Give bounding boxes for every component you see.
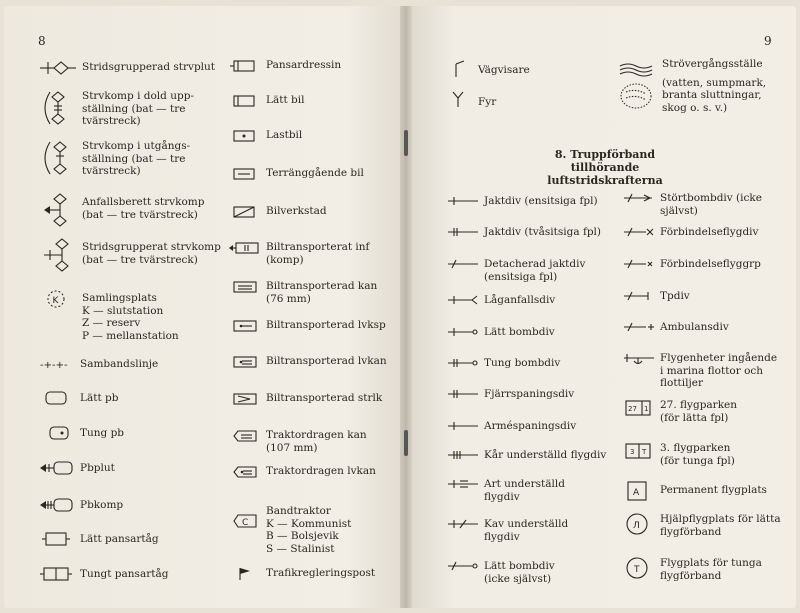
symbol-label: Trafikregleringspost <box>266 567 376 579</box>
symbol-entry <box>446 258 585 283</box>
symbol-entry <box>38 235 221 275</box>
symbol-entry <box>38 58 215 78</box>
stridsgrupperat-strvkomp-symbol <box>38 235 78 275</box>
stortbombdiv-symbol <box>622 192 656 204</box>
jaktdiv-ensitsiga-symbol <box>446 195 480 207</box>
symbol-label: Arméspaningsdiv <box>484 420 577 432</box>
svg-text:K: K <box>52 296 59 306</box>
symbol-label: Strövergångsställe <box>662 58 763 70</box>
binding-staple <box>404 430 408 456</box>
bandtraktor-symbol <box>228 505 262 535</box>
symbol-label: Strvkomp i utgångs- ställning (bat — tre tvärstreck) <box>82 140 191 177</box>
kar-underst-flygdiv-symbol <box>446 449 480 461</box>
symbol-label: (vatten, sumpmark, branta sluttningar, skog o. s. v.) <box>662 76 767 114</box>
symbol-label: Låganfallsdiv <box>484 294 556 306</box>
symbol-entry <box>622 290 690 303</box>
symbol-label: 27. flygparken (för lätta fpl) <box>660 399 738 424</box>
symbol-label: Bilverkstad <box>266 205 327 217</box>
symbol-label: Strvkomp i dold upp- ställning (bat — tre tvärstreck) <box>82 90 194 127</box>
symbol-entry <box>450 60 530 78</box>
biltransporterad-lvkan-symbol <box>228 354 262 370</box>
armespaningsdiv-symbol <box>446 420 480 432</box>
flag-icon <box>228 566 262 582</box>
flygplats-tunga-symbol <box>622 556 656 580</box>
pbplut-symbol <box>38 460 78 476</box>
symbol-label: Tungt pansartåg <box>80 568 169 580</box>
symbol-label: Traktordragen kan (107 mm) <box>266 429 367 454</box>
bilverkstad-symbol <box>228 204 262 220</box>
symbol-label: Kav underställd flygdiv <box>484 518 569 543</box>
symbol-entry <box>622 321 729 334</box>
symbol-entry <box>446 294 555 307</box>
symbol-label: Biltransporterad kan (76 mm) <box>266 280 378 305</box>
forbindelseflygdiv-symbol <box>622 226 656 238</box>
symbol-label: Pansardressin <box>266 59 342 71</box>
svg-text:-+-+-: -+-+- <box>40 360 68 371</box>
symbol-entry <box>446 449 606 462</box>
symbol-label: Anfallsberett strvkomp (bat — tre tvärstreck) <box>82 196 205 221</box>
latt-bombdiv-symbol <box>446 326 480 338</box>
symbol-entry <box>622 442 735 467</box>
symbol-entry <box>446 420 576 433</box>
symbol-entry <box>228 566 375 582</box>
symbol-entry <box>228 318 386 334</box>
pbkomp-symbol <box>38 497 78 513</box>
symbol-entry <box>446 518 568 543</box>
svg-text:27: 27 <box>628 405 637 413</box>
symbol-entry <box>622 556 762 582</box>
section-heading: 8. Truppförband tillhörande luftstridskrafterna <box>547 148 663 187</box>
stridsgrupperad-strvplut-symbol <box>38 58 78 78</box>
detacherad-jaktdiv-symbol <box>446 258 480 270</box>
jaktdiv-tvasitsiga-symbol <box>446 226 480 238</box>
symbol-label: Stridsgrupperad strvplut <box>82 61 216 73</box>
symbol-label: Jaktdiv (tvåsitsiga fpl) <box>484 226 602 238</box>
biltransporterad-strlk-symbol <box>228 391 262 407</box>
symbol-entry <box>446 357 560 370</box>
latt-pb-symbol <box>38 390 78 406</box>
symbol-entry <box>228 391 382 407</box>
biltransporterad-kan-symbol <box>228 279 262 295</box>
symbol-entry <box>228 428 367 454</box>
symbol-entry <box>622 258 761 271</box>
symbol-label: Jaktdiv (ensitsiga fpl) <box>484 195 598 207</box>
symbol-entry <box>446 478 565 503</box>
symbol-label: Stridsgrupperat strvkomp (bat — tre tvärstreck) <box>82 241 221 266</box>
symbol-label: Förbindelseflyggrp <box>660 258 761 270</box>
traktordragen-lvkan-symbol <box>228 464 262 480</box>
symbol-label: Ambulansdiv <box>660 321 729 333</box>
tung-bombdiv-symbol <box>446 357 480 369</box>
symbol-label: Hjälpflygplats för lätta flygförband <box>660 513 781 538</box>
art-underst-flygdiv-symbol <box>446 478 480 490</box>
fjarrspaningsdiv-symbol <box>446 388 480 400</box>
strovergang-text <box>662 58 766 114</box>
vagvisare-symbol <box>450 60 474 78</box>
page-number-right: 9 <box>764 34 772 48</box>
forbindelseflyggrp-symbol <box>622 258 656 270</box>
ambulansdiv-symbol <box>622 321 656 333</box>
symbol-entry <box>446 326 555 339</box>
symbol-entry <box>622 226 758 239</box>
biltransporterat-inf-symbol <box>228 240 262 256</box>
symbol-label: Detacherad jaktdiv (ensitsiga fpl) <box>484 258 586 283</box>
latt-bombdiv-icke-sjalvst-symbol <box>446 560 480 572</box>
symbol-label: Tung pb <box>80 427 125 439</box>
symbol-entry <box>38 88 194 128</box>
tpdiv-symbol <box>622 290 656 302</box>
flygpark-27-symbol <box>622 399 656 417</box>
symbol-entry <box>228 58 341 74</box>
symbol-label: Pbkomp <box>80 499 124 511</box>
book-spine <box>400 6 412 608</box>
symbol-label: Traktordragen lvkan <box>266 465 376 477</box>
tung-pb-symbol <box>38 425 78 441</box>
symbol-label: Lätt bombdiv (icke självst) <box>484 560 555 585</box>
symbol-label: Tpdiv <box>660 290 690 302</box>
symbol-entry <box>38 566 168 582</box>
symbol-label: Lätt bil <box>266 94 305 106</box>
laganfallsdiv-symbol <box>446 294 480 306</box>
symbol-entry <box>446 226 601 239</box>
symbol-entry <box>38 497 123 513</box>
symbol-entry <box>38 138 190 178</box>
symbol-label: Biltransporterat inf (komp) <box>266 241 370 266</box>
symbol-label: Biltransporterad strlk <box>266 392 383 404</box>
symbol-label: Terränggående bil <box>266 167 364 179</box>
symbol-entry <box>38 288 179 342</box>
pansardressin-symbol <box>228 58 262 74</box>
symbol-label: Pbplut <box>80 462 115 474</box>
symbol-label: Kår underställd flygdiv <box>484 449 607 461</box>
symbol-entry <box>446 195 598 208</box>
symbol-label: 3. flygparken (för tunga fpl) <box>660 442 735 467</box>
strvkomp-utgang-symbol <box>38 138 78 178</box>
symbol-label: Lätt pansartåg <box>80 533 159 545</box>
terranggaende-bil-symbol <box>228 166 262 182</box>
svg-text:Л: Л <box>633 521 640 531</box>
symbol-entry <box>38 531 159 547</box>
symbol-entry <box>228 464 376 480</box>
symbol-label: Störtbombdiv (icke självst) <box>660 192 762 217</box>
svg-text:T: T <box>642 448 647 456</box>
traktordragen-kan-symbol <box>228 428 262 444</box>
symbol-entry <box>228 354 387 370</box>
symbol-label: Lastbil <box>266 129 303 141</box>
symbol-entry <box>228 93 304 109</box>
svg-text:1: 1 <box>644 405 649 413</box>
symbol-entry <box>38 460 115 476</box>
symbol-label: Bandtraktor K — Kommunist B — Bolsjevik S — Stalinist <box>266 505 352 555</box>
symbol-entry <box>228 240 369 266</box>
permanent-flygplats-symbol <box>622 480 656 502</box>
symbol-entry <box>228 505 351 555</box>
symbol-label: Vägvisare <box>478 64 530 76</box>
symbol-entry <box>228 128 302 144</box>
symbol-label: Tung bombdiv <box>484 357 561 369</box>
svg-text:T: T <box>634 565 640 575</box>
tungt-pansartag-symbol <box>38 566 78 582</box>
symbol-entry <box>622 512 781 538</box>
latt-bil-symbol <box>228 93 262 109</box>
symbol-label: Permanent flygplats <box>660 484 767 496</box>
symbol-entry <box>446 388 574 401</box>
symbol-label: Flygplats för tunga flygförband <box>660 557 762 582</box>
symbol-entry <box>446 560 555 585</box>
symbol-entry <box>38 190 204 230</box>
symbol-entry <box>450 90 496 109</box>
symbol-entry <box>38 357 158 371</box>
symbol-entry <box>228 166 364 182</box>
hjalpflygplats-symbol <box>622 512 656 536</box>
symbol-entry <box>38 425 124 441</box>
sambandslinje-symbol <box>38 357 78 371</box>
symbol-entry <box>622 399 737 424</box>
samlingsplats-symbol <box>38 288 78 310</box>
symbol-entry <box>622 352 777 390</box>
kav-underst-flygdiv-symbol <box>446 518 480 530</box>
svg-text:3: 3 <box>630 448 635 456</box>
symbol-label: Flygenheter ingående i marina flottor och flottiljer <box>660 352 778 389</box>
biltransporterad-lvksp-symbol <box>228 318 262 334</box>
symbol-label: Sambandslinje <box>80 358 159 370</box>
symbol-label: Art underställd flygdiv <box>484 478 565 503</box>
symbol-label: Lätt pb <box>80 392 119 404</box>
lastbil-symbol <box>228 128 262 144</box>
symbol-entry <box>622 480 767 502</box>
symbol-entry <box>38 390 118 406</box>
strovergangsstalle-symbol <box>616 58 656 114</box>
latt-pansartag-symbol <box>38 531 78 547</box>
svg-text:A: A <box>633 488 640 498</box>
symbol-entry <box>228 279 377 305</box>
anfallsberett-strvkomp-symbol <box>38 190 78 230</box>
symbol-label: Biltransporterad lvkan <box>266 355 387 367</box>
symbol-entry <box>622 192 762 217</box>
svg-text:C: C <box>242 518 249 528</box>
flygpark-3-symbol <box>622 442 656 460</box>
strvkomp-dold-symbol <box>38 88 78 128</box>
symbol-label: Fjärrspaningsdiv <box>484 388 575 400</box>
flygenheter-marina-symbol <box>622 352 656 366</box>
fyr-symbol <box>450 90 474 108</box>
page-number-left: 8 <box>38 34 46 48</box>
symbol-entry <box>616 58 766 114</box>
symbol-entry <box>228 204 327 220</box>
binding-staple <box>404 130 408 156</box>
symbol-label: Lätt bombdiv <box>484 326 555 338</box>
symbol-label: Förbindelseflygdiv <box>660 226 759 238</box>
symbol-label: Samlingsplats K — slutstation Z — reserv P — mellanstation <box>82 292 179 342</box>
symbol-label: Fyr <box>478 96 497 108</box>
symbol-label: Biltransporterad lvksp <box>266 319 386 331</box>
